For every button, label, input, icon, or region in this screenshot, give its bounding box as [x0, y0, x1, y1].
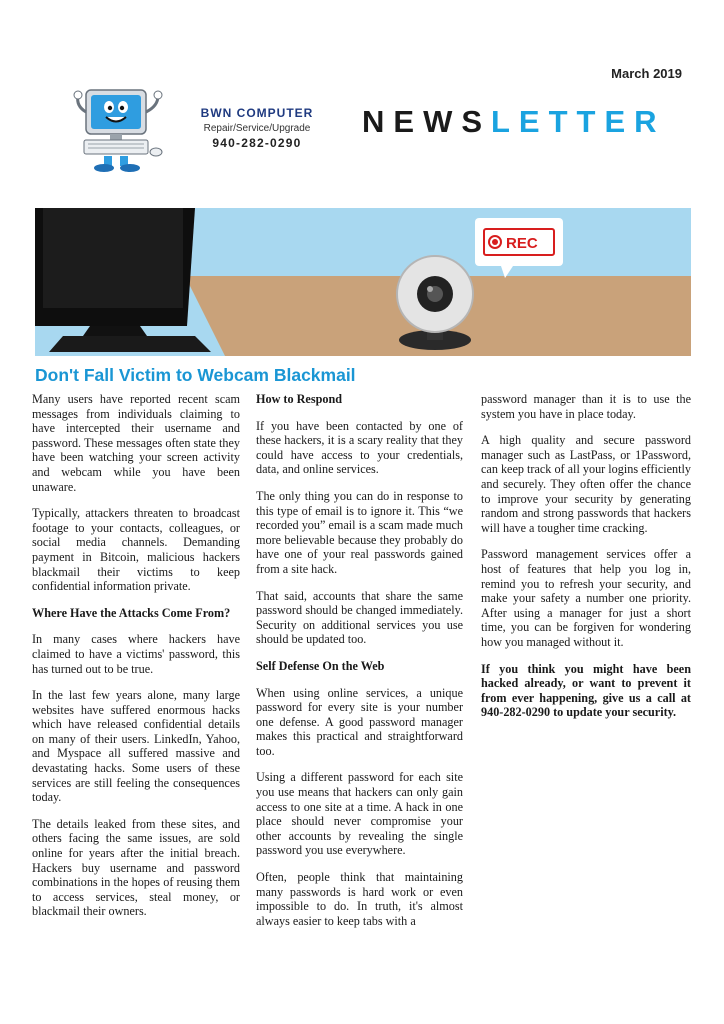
- call-to-action: If you think you might have been hacked already, or want to prevent it from ever happening, give us a call at 940-282-0290 to update your security.: [481, 661, 691, 720]
- paragraph: Typically, attackers threaten to broadcast footage to your contacts, colleagues, or social media channels. Demanding payment in Bitcoin, malicious hackers blackmail their victims to keep confidential information private.: [32, 506, 240, 594]
- paragraph: That said, accounts that share the same password should be changed immediately. Security on additional services you use should be updated too.: [256, 588, 463, 647]
- article-headline: Don't Fall Victim to Webcam Blackmail: [35, 365, 356, 385]
- column-2: [256, 392, 463, 940]
- title-part-news: NEWS: [362, 104, 491, 139]
- webcam-icon: [397, 256, 473, 350]
- issue-date: March 2019: [611, 66, 682, 81]
- paragraph: When using online services, a unique password for every site is your number one defense. A good password manager makes this practical and straightforward too.: [256, 685, 463, 758]
- computer-mascot-icon: [72, 84, 172, 174]
- section-heading: Where Have the Attacks Come From?: [32, 605, 231, 620]
- title-part-letter: LETTER: [491, 104, 666, 139]
- company-tagline: Repair/Service/Upgrade: [203, 123, 311, 134]
- webcam-hero-image: [35, 208, 691, 356]
- paragraph: The only thing you can do in response to this type of email is to ignore it. This “we recorded you” email is a scam made much more believable because they probably do have one of your real passwords gained from a site hack.: [256, 488, 463, 576]
- paragraph: The details leaked from these sites, and others facing the same issues, are sold online for years after the initial breach. Hackers buy username and password combinations in the hopes of reusing them to access services, steal money, or blackmail their owners.: [32, 816, 240, 919]
- paragraph: Many users have reported recent scam messages from individuals claiming to have intercepted their username and password. These messages often state they have been watching your screen activity and webcam while you have been unaware.: [32, 392, 240, 494]
- company-brand: [182, 106, 332, 150]
- company-name: BWN COMPUTER: [200, 106, 314, 120]
- section-heading: Self Defense On the Web: [256, 658, 385, 673]
- paragraph: A high quality and secure password manager such as LastPass, or 1Password, can keep track of all your logins efficiently and securely. They often offer the chance to improve your security by generating random and strong passwords that hackers will have a tougher time cracking.: [481, 433, 691, 535]
- paragraph: If you have been contacted by one of these hackers, it is a scary reality that they could have access to your credentials, data, and online services.: [256, 418, 463, 477]
- paragraph: password manager than it is to use the system you have in place today.: [481, 392, 691, 421]
- paragraph: Using a different password for each site you use means that hackers can only gain access to one site at a time. A hack in one place should never compromise your other accounts by revealing the single password you use everywhere.: [256, 770, 463, 858]
- company-phone: 940-282-0290: [212, 136, 302, 150]
- paragraph: Often, people think that maintaining many passwords is hard work or even impossible to do. In truth, it's almost always easier to keep tabs with a: [256, 870, 463, 928]
- column-3: [481, 392, 691, 732]
- newsletter-title: [362, 104, 666, 140]
- rec-label: REC: [506, 235, 538, 252]
- column-1: [32, 392, 240, 931]
- paragraph: Password management services offer a host of features that help you log in, remind you to refresh your security, and make your safety a number one priority. After using a manager for just a short time, you can be forgiven for wondering how you managed without it.: [481, 547, 691, 649]
- paragraph: In the last few years alone, many large websites have suffered enormous hacks which have released confidential details on many of their users. LinkedIn, Yahoo, and Myspace all suffered massive and devastating hacks. Some users of these services are still feeling the consequences today.: [32, 688, 240, 805]
- section-heading: How to Respond: [256, 392, 343, 406]
- paragraph: In many cases where hackers have claimed to have a victims' password, this has turned out to be true.: [32, 632, 240, 676]
